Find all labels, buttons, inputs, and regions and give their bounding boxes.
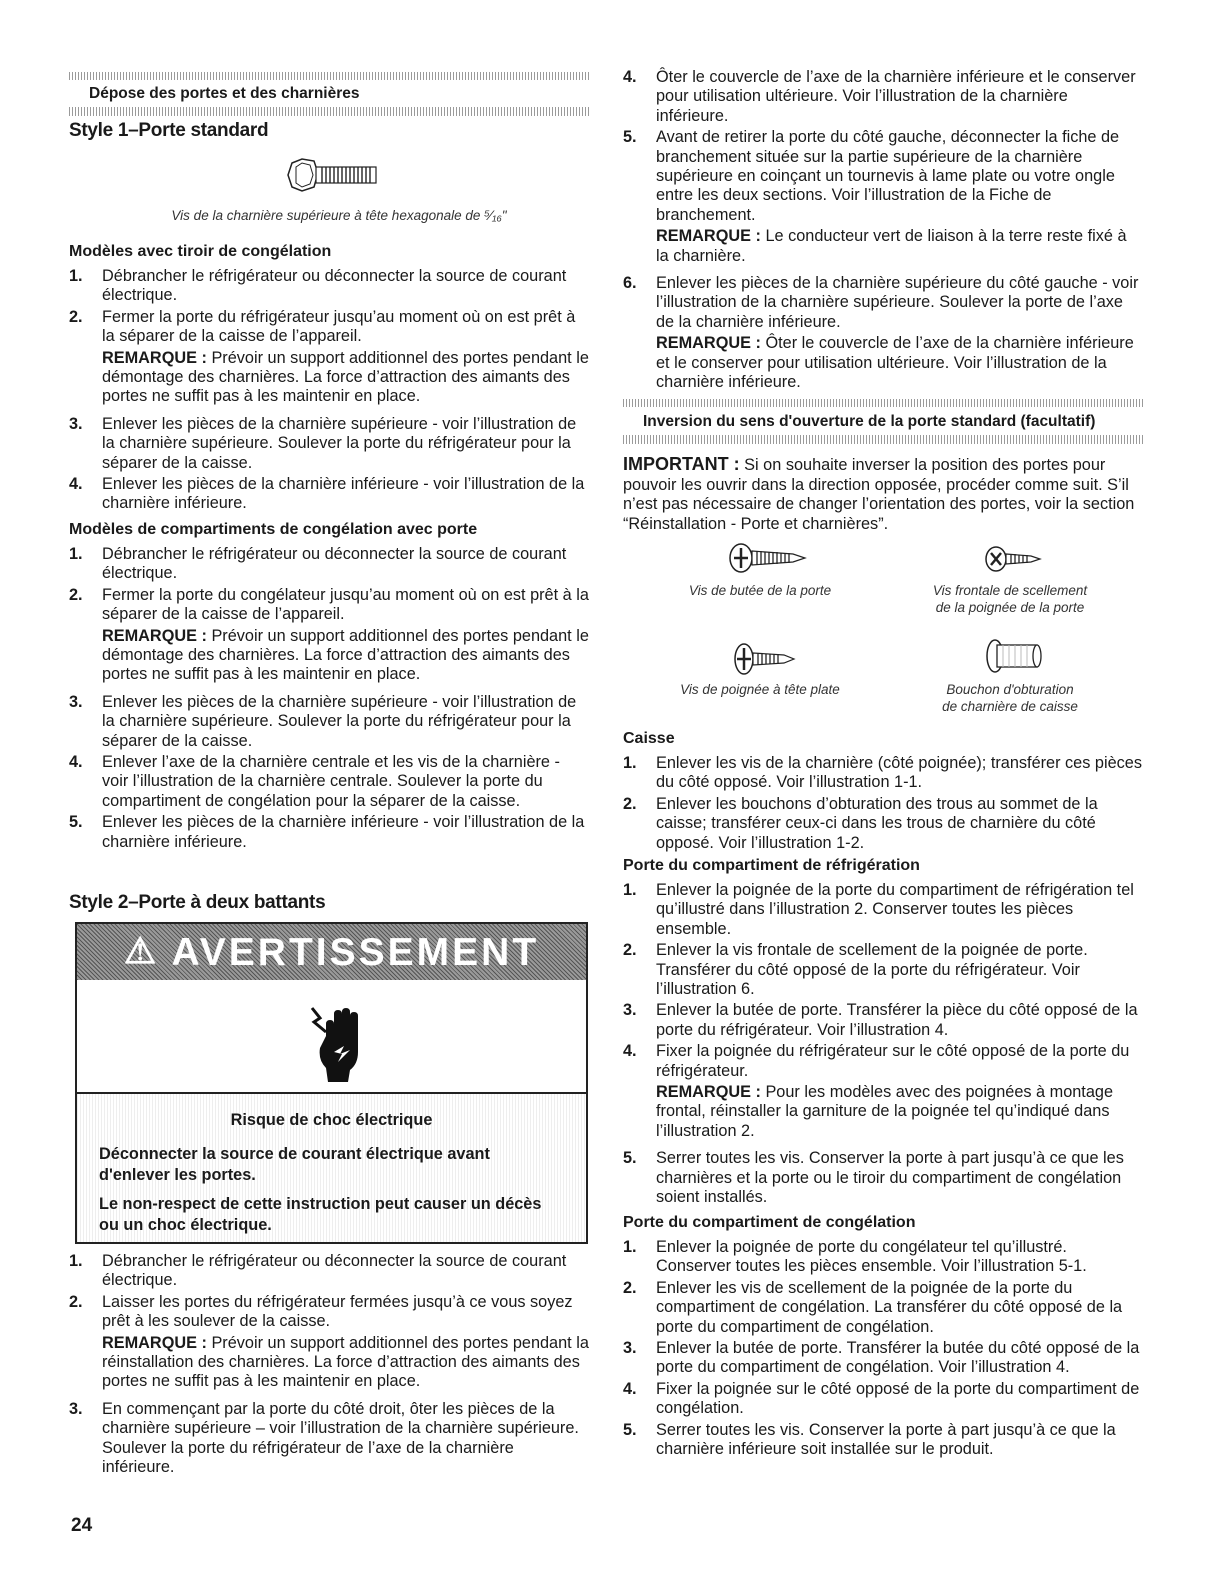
section-header-reversal [623, 399, 1143, 444]
step-text: Laisser les portes du réfrigérateur fermées jusqu’à ce vous soyez prêt à les soulever de la caisse. [102, 1292, 573, 1331]
note [623, 227, 1143, 266]
step-text: Fermer la porte du réfrigérateur jusqu’au moment où on est prêt à la séparer de la caisse de l’appareil. [102, 307, 576, 346]
step-text: Fermer la porte du congélateur jusqu’au moment où on est prêt à la séparer de la caisse de l’appareil. [102, 585, 589, 624]
hex-screw-caption: Vis de la charnière supérieure à tête hexagonale de ⁵⁄₁₆" [171, 208, 507, 223]
step-text: Fixer la poignée sur le côté opposé de la porte du compartiment de congélation. [656, 1379, 1140, 1418]
note [69, 1334, 589, 1392]
steps-cabinet [623, 754, 1143, 855]
note [623, 334, 1143, 392]
important-paragraph [623, 455, 1143, 534]
electric-shock-icon [304, 1002, 372, 1086]
step-text: Enlever les bouchons d’obturation des trous au sommet de la caisse; transférer ceux-ci dans les trous de charnière du côté opposé. Voir l’illustration 1-2. [656, 794, 1098, 852]
list-item [69, 1252, 589, 1291]
list-item [623, 1279, 1143, 1337]
subhead-freezer-compartment-door: Porte du compartiment de congélation [623, 1214, 916, 1231]
list-item [623, 1149, 1143, 1207]
note-label: REMARQUE : [656, 1083, 761, 1102]
list-item [623, 941, 1143, 999]
note [623, 1083, 1143, 1141]
subhead-freezer-door: Modèles de compartiments de congélation avec porte [69, 521, 478, 538]
step-number: 1. [69, 545, 83, 563]
steps-freezer-door [69, 545, 589, 854]
step-text: Ôter le couvercle de l’axe de la charnière inférieure et le conserver pour utilisation ultérieure. Voir l’illustration de la charnière inférieure. [656, 68, 1136, 125]
step-number: 1. [623, 1238, 637, 1256]
step-number: 4. [623, 1042, 637, 1061]
subhead-freezer-drawer: Modèles avec tiroir de congélation [69, 243, 332, 260]
step-text: Serrer toutes les vis. Conserver la porte à part jusqu’à ce que les charnières et la porte ou le tiroir du compartiment de congélation soient installés. [656, 1149, 1124, 1207]
step-number: 1. [69, 1252, 83, 1270]
warning-triangle-icon: ⚠ [123, 930, 160, 971]
steps-continued [623, 68, 1143, 401]
note [69, 627, 589, 685]
list-item [623, 1421, 1143, 1460]
step-number: 5. [623, 128, 637, 147]
warning-word: AVERTISSEMENT [171, 931, 540, 974]
list-item [69, 753, 589, 811]
list-item [623, 274, 1143, 332]
list-item [623, 881, 1143, 939]
step-text: Enlever les pièces de la charnière supérieure - voir l’illustration de la charnière supérieure. Soulever la porte du réfrigérateur pour la séparer de la caisse. [102, 414, 577, 472]
list-item [623, 68, 1143, 126]
step-number: 4. [69, 753, 83, 772]
list-item [69, 1293, 589, 1332]
section-title: Dépose des portes et des charnières [89, 85, 360, 102]
step-number: 2. [69, 585, 83, 604]
step-text: Enlever la vis frontale de scellement de la poignée de porte. Transférer du côté opposé de la porte du réfrigérateur. Voir l’illustration 6. [656, 941, 1088, 999]
step-number: 3. [623, 1339, 637, 1358]
step-number: 3. [69, 1399, 83, 1418]
subhead-fridge-door: Porte du compartiment de réfrigération [623, 857, 920, 874]
important-text: Si on souhaite inverser la position des portes pour pouvoir les ouvrir dans la direction opposée, procéder comme suit. S’il n’est pas nécessaire de changer l’orientation des portes, voir la section “Réinstallation - Porte et charnières”. [623, 456, 1135, 533]
step-text: Enlever la poignée de porte du congélateur tel qu’illustré. Conserver toutes les pièces ensemble. Voir l’illustration 5-1. [656, 1238, 1087, 1276]
step-text: Débrancher le réfrigérateur ou déconnecter la source de courant électrique. [102, 545, 567, 583]
step-text: Enlever l’axe de la charnière centrale et les vis de la charnière - voir l’illustration de la charnière centrale. Soulever la porte du compartiment de congélation pour la séparer de la caisse. [102, 753, 560, 810]
list-item [69, 415, 589, 473]
step-text: En commençant par la porte du côté droit, ôter les pièces de la charnière supérieure – voir l’illustration de la charnière supérieure. Soulever la porte du réfrigérateur de l’axe de la charnière inférieure. [102, 1399, 579, 1477]
hatch-bar [69, 107, 589, 116]
list-item [623, 1001, 1143, 1040]
step-number: 2. [623, 794, 637, 813]
list-item [69, 693, 589, 751]
step-text: Enlever les pièces de la charnière inférieure - voir l’illustration de la charnière inférieure. [102, 475, 585, 513]
list-item [69, 545, 589, 584]
step-number: 3. [69, 692, 83, 711]
hatch-bar [623, 435, 1143, 444]
list-item [69, 813, 589, 852]
list-item [623, 1380, 1143, 1419]
step-number: 2. [623, 941, 637, 960]
list-item [623, 754, 1143, 793]
steps-freezer-compartment-door [623, 1238, 1143, 1461]
step-number: 3. [69, 414, 83, 433]
step-number: 1. [623, 754, 637, 772]
door-stop-screw-icon [727, 542, 807, 576]
step-text: Débrancher le réfrigérateur ou déconnecter la source de courant électrique. [102, 267, 567, 305]
warning-box [75, 922, 588, 1244]
warning-banner [77, 924, 586, 980]
flat-head-screw-icon [732, 640, 796, 678]
step-number: 5. [69, 813, 83, 832]
note-label: REMARQUE : [102, 1333, 207, 1352]
step-number: 1. [623, 881, 637, 899]
note [69, 349, 589, 407]
handle-seal-screw-icon [983, 544, 1043, 576]
hinge-plug-icon [983, 636, 1043, 676]
step-number: 2. [69, 1292, 83, 1311]
list-item [623, 1042, 1143, 1081]
note-label: REMARQUE : [102, 626, 207, 645]
step-number: 5. [623, 1149, 637, 1168]
section-header-removal [69, 72, 589, 116]
steps-fridge-door [623, 881, 1143, 1210]
note-text: Pour les modèles avec des poignées à montage frontal, réinstaller la garniture de la poignée tel qu’indiqué dans l’illustration 2. [656, 1083, 1113, 1140]
section-title: Inversion du sens d'ouverture de la porte standard (facultatif) [643, 413, 1096, 430]
list-item [623, 128, 1143, 225]
step-text: Enlever les vis de scellement de la poignée de la porte du compartiment de congélation. La transférer du côté opposé de la porte du compartiment de congélation. [656, 1278, 1123, 1336]
note-text: Le conducteur vert de liaison à la terre reste fixé à la charnière. [656, 227, 1127, 265]
step-text: Enlever les pièces de la charnière supérieure - voir l’illustration de la charnière supérieure. Soulever la porte du réfrigérateur pour la séparer de la caisse. [102, 692, 577, 750]
style1-title: Style 1–Porte standard [69, 120, 269, 141]
page-number: 24 [71, 1515, 93, 1536]
flat-head-screw-caption: Vis de poignée à tête plate [680, 682, 840, 697]
step-text: Débrancher le réfrigérateur ou déconnecter la source de courant électrique. [102, 1252, 567, 1290]
list-item [69, 586, 589, 625]
step-text: Fixer la poignée du réfrigérateur sur le côté opposé de la porte du réfrigérateur. [656, 1042, 1130, 1080]
step-number: 2. [623, 1278, 637, 1297]
steps-style2 [69, 1252, 589, 1479]
handle-seal-screw-caption-1: Vis frontale de scellement [932, 583, 1088, 598]
note-text: Ôter le couvercle de l’axe de la charnière inférieure et le conserver pour utilisation ultérieure. Voir l’illustration de la charnière inférieure. [656, 334, 1134, 392]
step-number: 4. [623, 68, 637, 86]
important-label: IMPORTANT : [623, 454, 740, 474]
handle-seal-screw-caption-2: de la poignée de la porte [935, 600, 1085, 615]
note-text: Prévoir un support additionnel des portes pendant le démontage des charnières. La force d’attraction des aimants des portes ne suffit pas à les maintenir en place. [102, 626, 589, 684]
note-label: REMARQUE : [102, 348, 207, 367]
hazard-title: Risque de choc électrique [230, 1111, 433, 1129]
hatch-bar [623, 399, 1143, 407]
step-text: Enlever les pièces de la charnière inférieure - voir l’illustration de la charnière inférieure. [102, 813, 585, 851]
steps-freezer-drawer [69, 267, 589, 516]
step-number: 3. [623, 1001, 637, 1020]
list-item [623, 1339, 1143, 1378]
list-item [623, 1238, 1143, 1277]
step-text: Enlever la butée de porte. Transférer la pièce du côté opposé de la porte du réfrigérateur. Voir l’illustration 4. [656, 1001, 1138, 1039]
step-text: Enlever la butée de porte. Transférer la butée du côté opposé de la porte du compartiment de congélation. Voir l’illustration 4. [656, 1339, 1140, 1377]
step-text: Enlever la poignée de la porte du compartiment de réfrigération tel qu’illustré dans l’illustration 2. Conserver toutes les pièces ensemble. [656, 881, 1134, 938]
step-number: 1. [69, 267, 83, 285]
step-number: 4. [69, 475, 83, 494]
note-text: Prévoir un support additionnel des portes pendant la réinstallation des charnières. La force d’attraction des aimants des portes ne suffit pas à les maintenir en place. [102, 1333, 589, 1391]
step-text: Enlever les vis de la charnière (côté poignée); transférer ces pièces du côté opposé. Voir l’illustration 1-1. [656, 754, 1142, 792]
step-text: Enlever les pièces de la charnière supérieure du côté gauche - voir l’illustration de la charnière supérieure. Soulever la porte de l’axe de la charnière inférieure. [656, 274, 1139, 331]
warning-line-1: Déconnecter la source de courant électrique avant d'enlever les portes. [99, 1145, 490, 1184]
warning-text-area [77, 1094, 586, 1242]
warning-line-2: Le non-respect de cette instruction peut causer un décès ou un choc électrique. [99, 1195, 542, 1234]
list-item [623, 795, 1143, 853]
list-item [69, 267, 589, 306]
step-number: 6. [623, 274, 637, 293]
hatch-bar [69, 72, 589, 80]
hex-screw-icon [286, 157, 381, 197]
hinge-plug-caption-2: de charnière de caisse [942, 699, 1078, 714]
note-text: Prévoir un support additionnel des portes pendant le démontage des charnières. La force d’attraction des aimants des portes ne suffit pas à les maintenir en place. [102, 348, 589, 406]
list-item [69, 475, 589, 514]
step-text: Serrer toutes les vis. Conserver la porte à part jusqu’à ce que la charnière inférieure soit installée sur le produit. [656, 1420, 1116, 1459]
list-item [69, 308, 589, 347]
style2-title: Style 2–Porte à deux battants [69, 892, 326, 913]
door-stop-screw-caption: Vis de butée de la porte [688, 583, 832, 598]
step-number: 4. [623, 1379, 637, 1398]
step-number: 5. [623, 1420, 637, 1439]
step-number: 2. [69, 307, 83, 326]
step-text: Avant de retirer la porte du côté gauche, déconnecter la fiche de branchement située sur la partie supérieure de la charnière supérieure en coinçant un tournevis à lame plate ou votre ongle entre les deux sections. Voir l’illustration de la Fiche de branchement. [656, 128, 1120, 224]
hinge-plug-caption-1: Bouchon d'obturation [946, 682, 1074, 697]
list-item [69, 1400, 589, 1478]
note-label: REMARQUE : [656, 227, 761, 246]
warning-signal-word [77, 930, 586, 975]
note-label: REMARQUE : [656, 334, 761, 353]
subhead-cabinet: Caisse [623, 730, 675, 747]
